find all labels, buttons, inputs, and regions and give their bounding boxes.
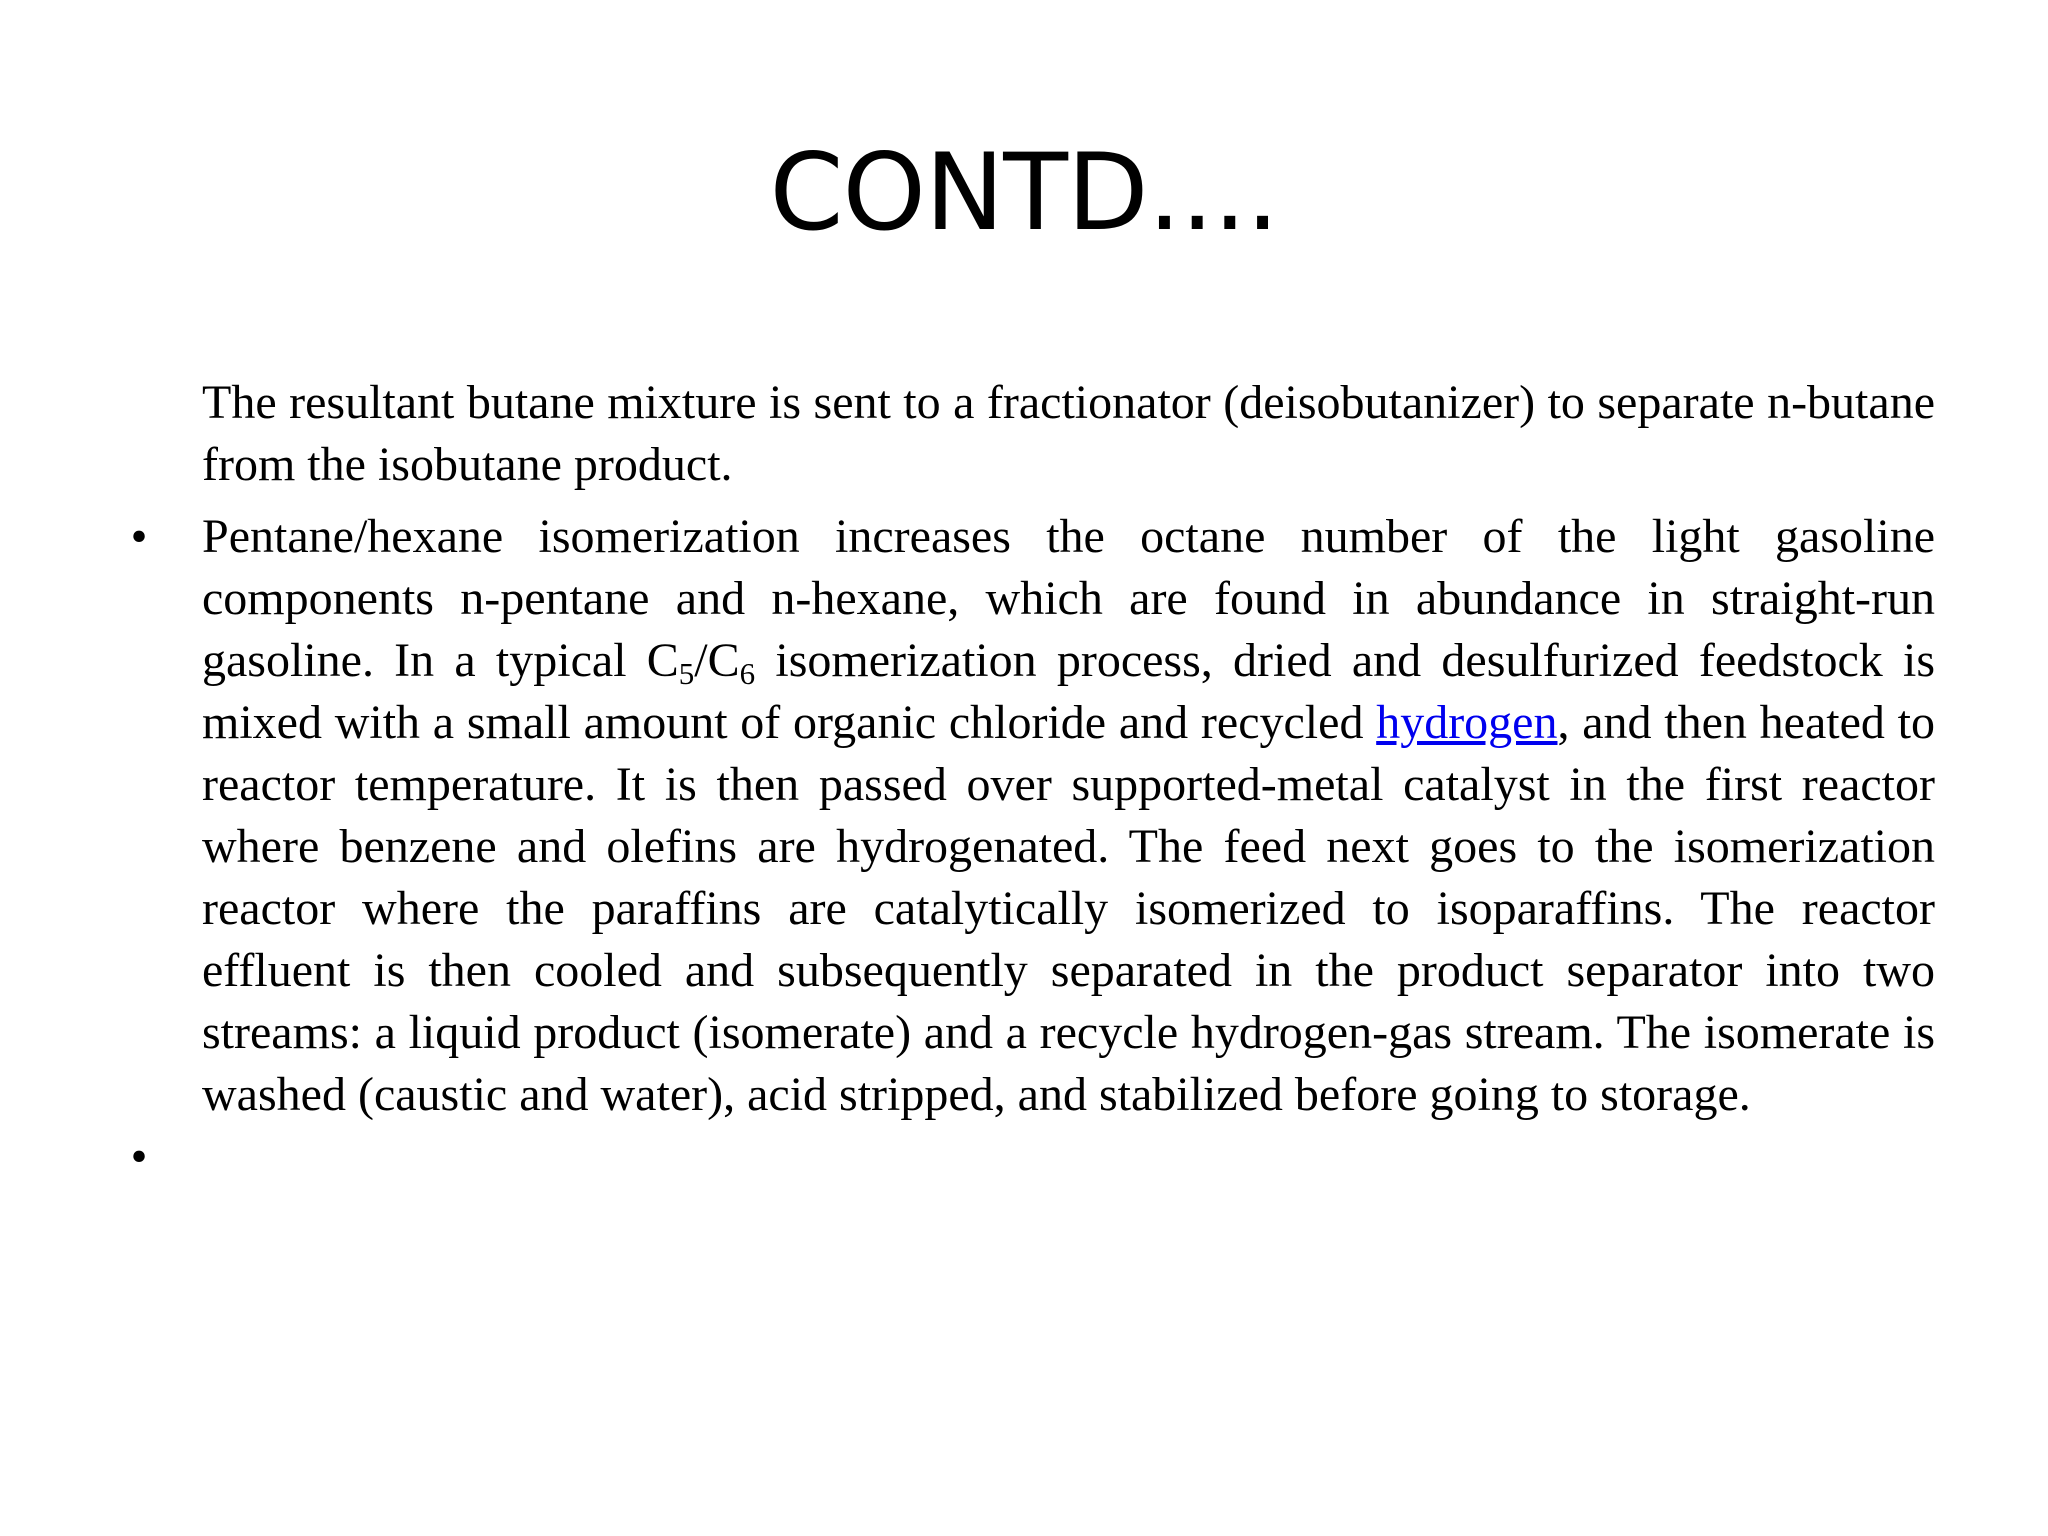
bullet-marker-empty: • (130, 1130, 148, 1183)
bullet-text-slash: /C (694, 634, 740, 687)
subscript-6: 6 (739, 656, 756, 691)
empty-bullet-item (130, 1126, 2048, 1188)
bullet-item-isomerization (130, 506, 1935, 1126)
bullet-marker: • (130, 510, 148, 563)
subscript-5: 5 (678, 656, 695, 691)
hydrogen-link[interactable]: hydrogen (1376, 696, 1558, 749)
bullet-text-part3: , and then heated to reactor temperature. It is then passed over supported-metal catalyst in the first reactor where benzene and olefins are hydrogenated. The feed next goes to the isomerization reactor where the paraffins are catalytically isomerized to isoparaffins. The reactor effluent is then cooled and subsequently separated in the product separator into two streams: a liquid product (isomerate) and a recycle hydrogen-gas stream. The isomerate is washed (caustic and water), acid stripped, and stabilized before going to storage. (202, 696, 1935, 1121)
bullet-text-part2: isomerization process, dried and desulfurized feedstock is mixed with a small amount of organic chloride and recycled (202, 634, 1935, 749)
slide-body (0, 372, 2048, 1188)
slide-title: CONTD.... (769, 131, 1279, 254)
intro-paragraph: The resultant butane mixture is sent to a fractionator (deisobutanizer) to separate n-butane from the isobutane product. (202, 376, 1935, 491)
bullet-text-part1: Pentane/hexane isomerization increases the octane number of the light gasoline components n-pentane and n-hexane, which are found in abundance in straight-run gasoline. In a typical C (202, 510, 1935, 687)
